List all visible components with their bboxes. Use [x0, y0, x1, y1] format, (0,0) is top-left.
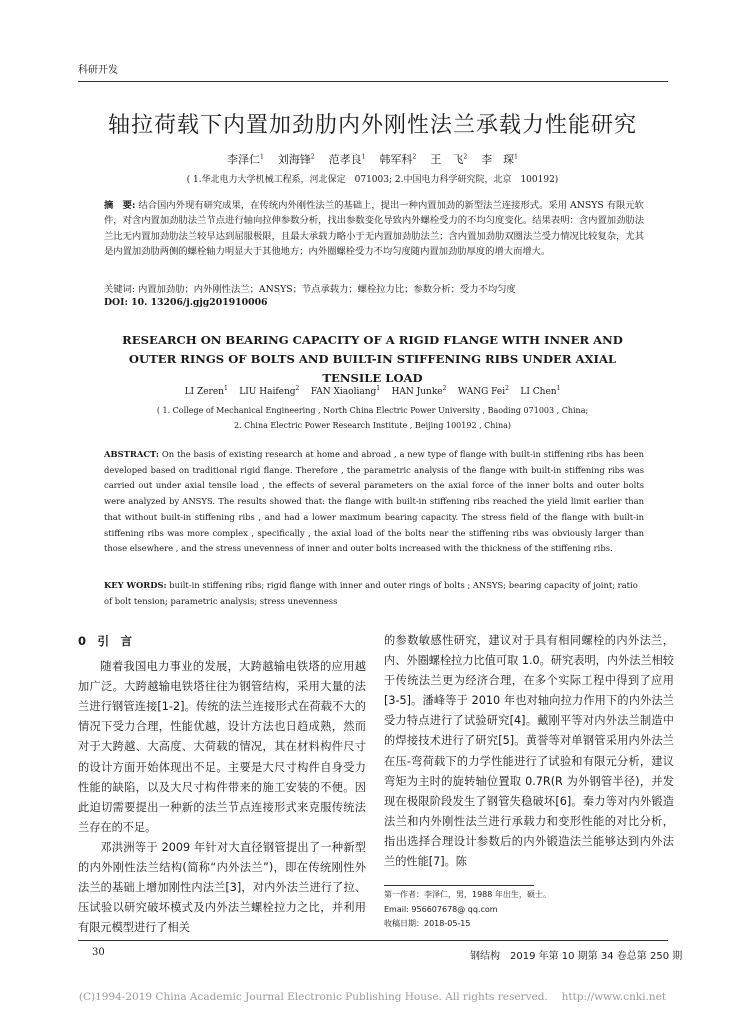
keywords-en: [104, 578, 644, 609]
keywords-en-text: built-in stiffening ribs; rigid flange with inner and outer rings of bolts ; ANSYS; bearing capacity of joint; ratio of bolt tension; parametric analysis; stress unevenness: [104, 580, 638, 606]
author-aff: 2: [310, 153, 315, 161]
keywords-cn: [104, 281, 644, 295]
author-aff: 2: [442, 385, 447, 392]
title-en: RESEARCH ON BEARING CAPACITY OF A RIGID FLANGE WITH INNER AND OUTER RINGS OF BOLTS AND BUILT-IN STIFFENING RIBS UNDER AXIAL TENSILE LOAD: [122, 333, 623, 385]
author-cn: 李泽仁: [227, 153, 261, 166]
keywords-en-label: KEY WORDS:: [104, 580, 167, 590]
author-en: FAN Xiaoliang: [310, 387, 377, 397]
author-aff: 2: [412, 153, 417, 161]
footnote: [384, 888, 674, 932]
author-cn: 刘海锋: [277, 153, 311, 166]
keywords-cn-text: 内置加劲肋；内外刚性法兰；ANSYS；节点承载力；螺栓拉力比；参数分析；受力不均匀度: [138, 284, 516, 295]
paragraph: 邓洪洲等于 2009 年针对大直径钢管提出了一种新型的内外刚性法兰结构(简称“内外法兰”)，即在传统刚性外法兰的基础上增加刚性内法兰[3]，对内外法兰进行了拉、压试验以研究破坏模式及内外法兰螺栓拉力之比，并利用有限元模型进行了相关: [78, 840, 366, 935]
abstract-cn-text: 结合国内外现有研究成果，在传统内外刚性法兰的基础上，提出一种内置加劲的新型法兰连接形式。采用 ANSYS 有限元软件，对含内置加劲肋法兰节点进行轴向拉伸参数分析，找出参数变化导致内外螺栓受力的不均匀度变化。结果表明：含内置加劲肋法兰比无内置加劲肋法兰较早达到屈服极限，且最大承载力略小于无内置加劲肋法兰；含内置加劲肋双圈法兰受力情况比较复杂，尤其是内置加劲肋两侧的螺栓轴力明显大于其他地方；内外圈螺栓受力不均匀度随内置加劲肋厚度的增大而增大。: [104, 200, 644, 258]
abstract-cn: [104, 198, 644, 260]
affiliation-en-line: 2. China Electric Power Research Institute , Beijing 100192 , China): [233, 421, 512, 430]
author-aff: 1: [361, 153, 366, 161]
author-aff: 1: [260, 153, 264, 161]
right-column: [384, 631, 674, 872]
abstract-cn-label: 摘 要:: [104, 200, 136, 211]
author-aff: 1: [223, 385, 228, 392]
doi: DOI: 10. 13206/j.gjg201910006: [104, 297, 268, 308]
footnote-line: Email: 956607678@ qq.com: [384, 904, 498, 914]
author-en: HAN Junke: [391, 387, 443, 397]
section-heading: 0 引 言: [78, 634, 133, 648]
author-en: LIU Haifeng: [239, 387, 296, 397]
author-aff: 2: [505, 385, 509, 392]
author-aff: 1: [376, 385, 381, 392]
author-aff: 2: [295, 385, 300, 392]
copyright-notice: (C)1994-2019 China Academic Journal Electronic Publishing House. All rights reserved. http://www.cnki.net: [78, 991, 667, 1003]
author-cn: 李 琛: [481, 153, 515, 166]
author-aff: 2: [463, 153, 468, 161]
author-cn: 韩军科: [379, 153, 413, 166]
journal-info: 钢结构 2019 年第 10 期第 34 卷总第 250 期: [470, 951, 683, 962]
footnote-rule: [384, 885, 534, 886]
page-title: 轴拉荷载下内置加劲肋内外刚性法兰承载力性能研究: [107, 113, 637, 138]
author-en: WANG Fei: [457, 387, 506, 397]
authors-cn: [0, 151, 745, 167]
affiliations-cn: ( 1.华北电力大学机械工程系，河北保定 071003; 2.中国电力科学研究院，北京 100192): [186, 175, 559, 185]
page-number: 30: [92, 947, 105, 958]
author-aff: 1: [514, 153, 518, 161]
section-label: 科研开发: [78, 65, 118, 76]
keywords-cn-label: 关键词:: [104, 284, 136, 295]
footnote-line: 第一作者：李泽仁，男，1988 年出生，硕士。: [384, 890, 551, 899]
affiliation-en-line: ( 1. College of Mechanical Engineering , North China Electric Power University , Baoding 071003 , China;: [156, 406, 589, 415]
paragraph: 的参数敏感性研究，建议对于具有相同螺栓的内外法兰，内、外圈螺栓拉力比值可取 1.0。研究表明，内外法兰相较于传统法兰更为经济合理，在多个实际工程中得到了应用[3-5]。潘峰等于 2010 年也对轴向拉力作用下的内外法兰受力特点进行了试验研究[4]。戴刚平等对内外法兰制造中的焊接技术进行了研究[5]。黄誉等对单钢管采用内外法兰在压-弯荷载下的力学性能进行了试验和有限元分析，建议弯矩为主时的旋转轴位置取 0.7R(R 为外钢管半径)，并发现在极限阶段发生了钢管失稳破坏[6]。秦力等对内外锻造法兰和内外刚性法兰进行承载力和变形性能的对比分析，指出选择合理设计参数后的内外锻造法兰能够达到内外法兰的性能[7]。陈: [384, 634, 674, 869]
authors-en: [0, 385, 745, 397]
author-en: LI Zeren: [184, 387, 224, 397]
left-column: [78, 631, 366, 938]
abstract-en-label: ABSTRACT:: [104, 449, 160, 459]
author-cn: 范孝良: [328, 153, 362, 166]
author-en: LI Chen: [520, 387, 557, 397]
paragraph: 随着我国电力事业的发展，大跨越输电铁塔的应用越加广泛。大跨越输电铁塔往往为钢管结构，采用大量的法兰进行钢管连接[1-2]。传统的法兰连接形式在荷载不大的情况下受力合理，性能优越，设计方法也日趋成熟，然而对于大跨越、大高度、大荷载的情况，其在材料构件尺寸的设计方面开始体现出不足。主要是大尺寸构件自身受力性能的缺陷，以及大尺寸构件带来的施工安装的不便。因此迫切需要提出一种新的法兰节点连接形式来克服传统法兰存在的不足。: [78, 660, 366, 834]
header-rule: [78, 81, 668, 82]
affiliations-en: [0, 403, 745, 433]
abstract-en: [104, 447, 644, 557]
footer-rule: [78, 940, 668, 941]
author-aff: 1: [556, 385, 561, 392]
author-cn: 王 飞: [430, 153, 464, 166]
abstract-en-text: On the basis of existing research at home and abroad , a new type of flange with built-in stiffening ribs has been developed based on traditional rigid flange. Therefore , the parametric analysis of the flange with built-in stiffening ribs was carried out under axial tensile load , the effects of several parameters on the axial force of the inner bolts and outer bolts were analyzed by ANSYS. The results showed that: the flange with built-in stiffening ribs reached the yield limit earlier than that without built-in stiffening ribs , and had a lower maximum bearing capacity. The stress field of the flange with built-in stiffening ribs was more complex , specifically , the axial load of the bolts near the stiffening ribs was obviously larger than those elsewhere , and the stress unevenness of inner and outer bolts increased with the thickness of the stiffening ribs.: [104, 449, 644, 554]
footnote-line: 收稿日期：2018-05-15: [384, 919, 471, 928]
